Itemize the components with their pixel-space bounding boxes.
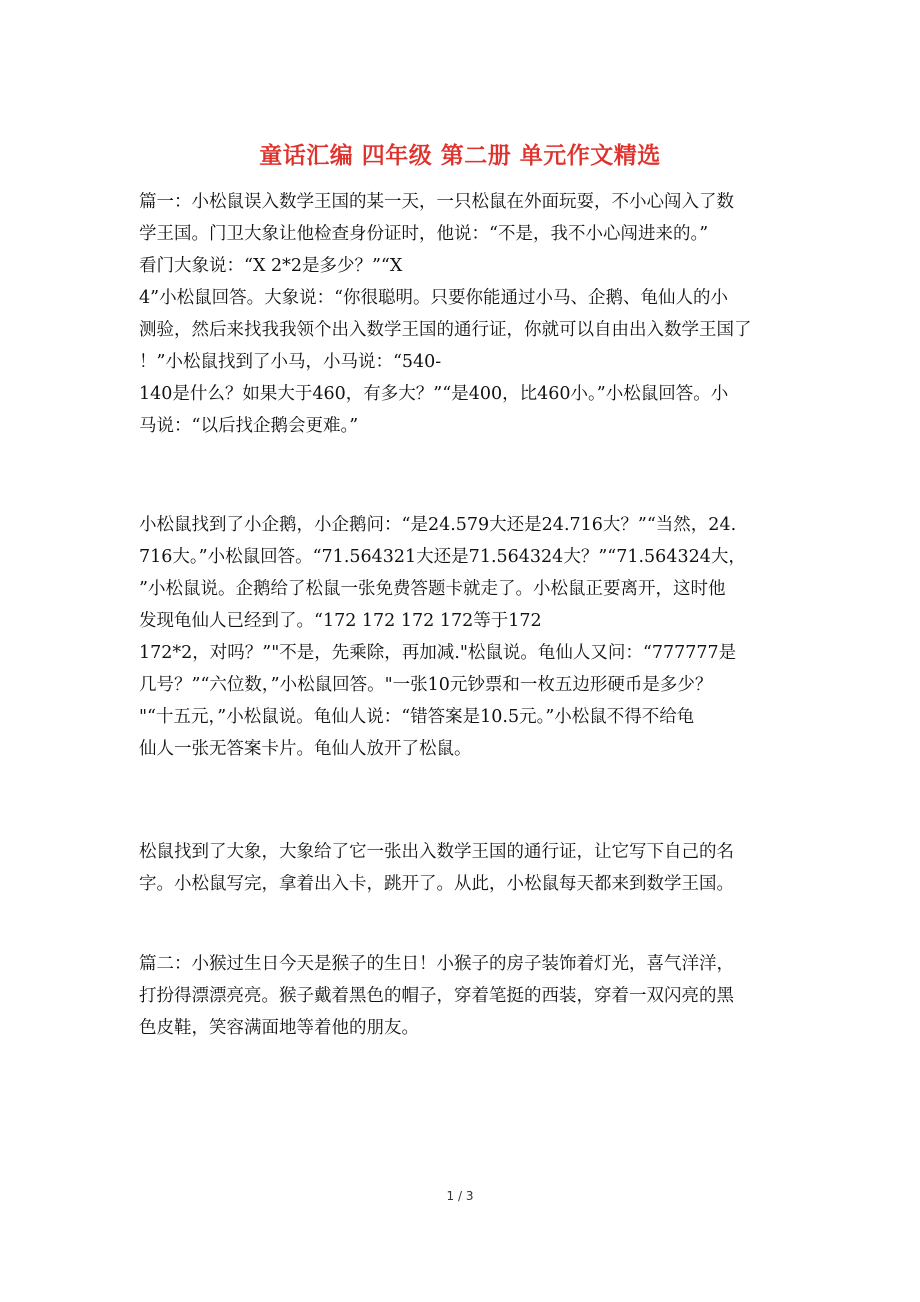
text-line: ”小松鼠说。企鹅给了松鼠一张免费答题卡就走了。小松鼠正要离开，这时他 bbox=[139, 579, 726, 599]
text-line: 松鼠找到了大象，大象给了它一张出入数学王国的通行证，让它写下自己的名 bbox=[139, 842, 734, 862]
text-line: 测验，然后来找我我领个出入数学王国的通行证，你就可以自由出入数学王国了 bbox=[139, 320, 752, 340]
text-line: 716大。”小松鼠回答。“71.564321大还是71.564324大？”“71.564324大， bbox=[139, 547, 746, 567]
text-line: 学王国。门卫大象让他检查身份证时，他说：“不是，我不小心闯进来的。” bbox=[139, 224, 709, 244]
paragraph-3 bbox=[139, 836, 784, 900]
text-line: 篇二：小猴过生日今天是猴子的生日！小猴子的房子装饰着灯光，喜气洋洋， bbox=[139, 954, 734, 974]
text-line: ！”小松鼠找到了小马，小马说：“540- bbox=[139, 352, 442, 372]
text-line: 字。小松鼠写完，拿着出入卡，跳开了。从此，小松鼠每天都来到数学王国。 bbox=[139, 874, 734, 894]
paragraph-1 bbox=[139, 186, 784, 442]
text-line: 仙人一张无答案卡片。龟仙人放开了松鼠。 bbox=[139, 739, 472, 759]
text-line: 172*2，对吗？”"不是，先乘除，再加减."松鼠说。龟仙人又问：“777777是 bbox=[139, 643, 737, 663]
text-line: 篇一：小松鼠误入数学王国的某一天，一只松鼠在外面玩耍，不小心闯入了数 bbox=[139, 192, 734, 212]
text-line: 打扮得漂漂亮亮。猴子戴着黑色的帽子，穿着笔挺的西装，穿着一双闪亮的黑 bbox=[139, 986, 734, 1006]
document-title: 童话汇编 四年级 第二册 单元作文精选 bbox=[259, 142, 661, 169]
text-line: 色皮鞋，笑容满面地等着他的朋友。 bbox=[139, 1018, 419, 1038]
text-line: "“十五元，”小松鼠说。龟仙人说：“错答案是10.5元。”小松鼠不得不给龟 bbox=[139, 707, 695, 727]
text-line: 几号？”“六位数，”小松鼠回答。"一张10元钞票和一枚五边形硬币是多少？ bbox=[139, 675, 713, 695]
text-line: 发现龟仙人已经到了。“172 172 172 172等于172 bbox=[139, 611, 542, 631]
page-number: 1 / 3 bbox=[446, 1189, 474, 1203]
text-line: 看门大象说：“X 2*2是多少？”“X bbox=[139, 256, 403, 276]
paragraph-2 bbox=[139, 509, 784, 765]
text-line: 4”小松鼠回答。大象说：“你很聪明。只要你能通过小马、企鹅、龟仙人的小 bbox=[139, 288, 729, 308]
text-line: 140是什么？如果大于460，有多大？”“是400，比460小。”小松鼠回答。小 bbox=[139, 384, 729, 404]
paragraph-4 bbox=[139, 948, 784, 1044]
text-line: 马说：“以后找企鹅会更难。” bbox=[139, 416, 359, 436]
text-line: 小松鼠找到了小企鹅，小企鹅问：“是24.579大还是24.716大？”“当然，24. bbox=[139, 515, 737, 535]
